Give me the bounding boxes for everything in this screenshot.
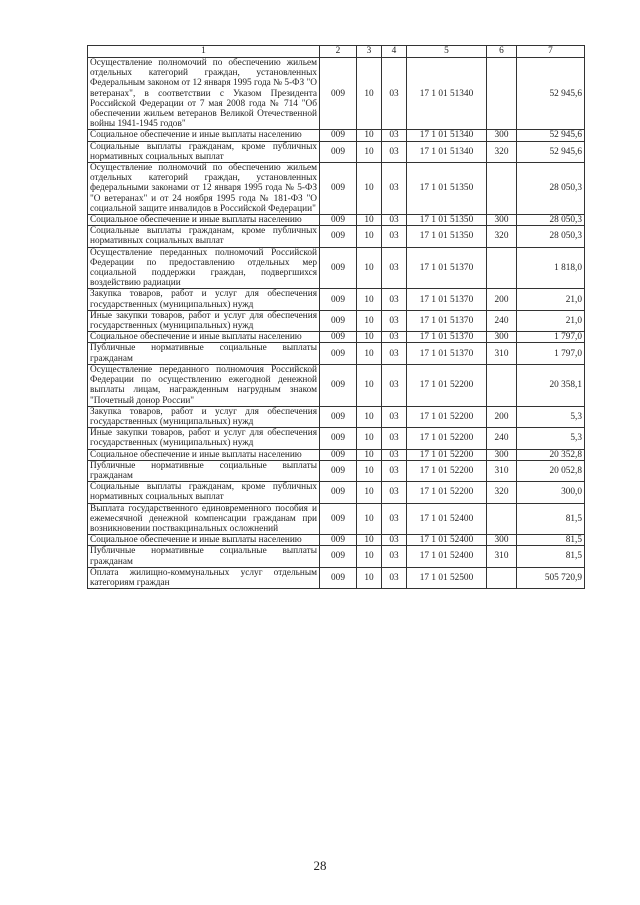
- table-row: [88, 449, 585, 460]
- table-row: [88, 130, 585, 141]
- table-row: [88, 364, 585, 406]
- table-row: [88, 289, 585, 310]
- amount-cell: 28 050,3: [517, 215, 585, 226]
- code-cell: 009: [320, 332, 357, 343]
- header-cell: 4: [382, 46, 407, 58]
- code-cell: 009: [320, 141, 357, 162]
- amount-cell: 5,3: [517, 406, 585, 427]
- target-article-cell: 17 1 01 52200: [407, 364, 487, 406]
- expense-type-cell: [487, 163, 517, 215]
- amount-cell: 81,5: [517, 503, 585, 535]
- subsection-cell: 03: [382, 343, 407, 364]
- table-row: [88, 546, 585, 567]
- row-name-cell: Социальное обеспечение и иные выплаты населению: [88, 215, 320, 226]
- subsection-cell: 03: [382, 141, 407, 162]
- code-cell: 009: [320, 546, 357, 567]
- row-name-cell: Осуществление полномочий по обеспечению жильем отдельных категорий граждан, установленных федеральными законами от 12 января 1995 года № 5-ФЗ "О ветеранах" и от 24 ноября 1995 года № 181-ФЗ "О социальной защите инвалидов в Российской Федерации": [88, 163, 320, 215]
- subsection-cell: 03: [382, 226, 407, 247]
- expense-type-cell: [487, 364, 517, 406]
- subsection-cell: 03: [382, 460, 407, 481]
- expense-type-cell: 240: [487, 428, 517, 449]
- row-name-cell: Осуществление переданного полномочия Российской Федерации по осуществлению ежегодной денежной выплаты лицам, награжденным нагрудным знаком "Почетный донор России": [88, 364, 320, 406]
- code-cell: 009: [320, 163, 357, 215]
- table-row: [88, 247, 585, 289]
- amount-cell: 5,3: [517, 428, 585, 449]
- expense-type-cell: 300: [487, 130, 517, 141]
- section-cell: 10: [357, 247, 382, 289]
- expense-type-cell: 310: [487, 546, 517, 567]
- row-name-cell: Социальное обеспечение и иные выплаты населению: [88, 449, 320, 460]
- section-cell: 10: [357, 289, 382, 310]
- amount-cell: 52 945,6: [517, 130, 585, 141]
- header-cell: 6: [487, 46, 517, 58]
- section-cell: 10: [357, 567, 382, 588]
- subsection-cell: 03: [382, 546, 407, 567]
- row-name-cell: Иные закупки товаров, работ и услуг для обеспечения государственных (муниципальных) нужд: [88, 310, 320, 331]
- amount-cell: 52 945,6: [517, 58, 585, 130]
- section-cell: 10: [357, 58, 382, 130]
- expense-type-cell: 300: [487, 215, 517, 226]
- section-cell: 10: [357, 163, 382, 215]
- expense-type-cell: 300: [487, 535, 517, 546]
- subsection-cell: 03: [382, 332, 407, 343]
- table-row: [88, 310, 585, 331]
- target-article-cell: 17 1 01 52400: [407, 546, 487, 567]
- row-name-cell: Публичные нормативные социальные выплаты гражданам: [88, 546, 320, 567]
- section-cell: 10: [357, 428, 382, 449]
- amount-cell: 505 720,9: [517, 567, 585, 588]
- section-cell: 10: [357, 482, 382, 503]
- subsection-cell: 03: [382, 428, 407, 449]
- table-row: [88, 141, 585, 162]
- target-article-cell: 17 1 01 51340: [407, 58, 487, 130]
- amount-cell: 52 945,6: [517, 141, 585, 162]
- expense-type-cell: 200: [487, 289, 517, 310]
- code-cell: 009: [320, 460, 357, 481]
- code-cell: 009: [320, 247, 357, 289]
- expense-type-cell: [487, 503, 517, 535]
- expense-type-cell: 300: [487, 332, 517, 343]
- row-name-cell: Социальные выплаты гражданам, кроме публичных нормативных социальных выплат: [88, 482, 320, 503]
- section-cell: 10: [357, 310, 382, 331]
- target-article-cell: 17 1 01 51340: [407, 130, 487, 141]
- subsection-cell: 03: [382, 289, 407, 310]
- expense-type-cell: 320: [487, 226, 517, 247]
- amount-cell: 81,5: [517, 546, 585, 567]
- target-article-cell: 17 1 01 52200: [407, 460, 487, 481]
- table-row: [88, 567, 585, 588]
- row-name-cell: Социальные выплаты гражданам, кроме публичных нормативных социальных выплат: [88, 226, 320, 247]
- target-article-cell: 17 1 01 52200: [407, 482, 487, 503]
- subsection-cell: 03: [382, 163, 407, 215]
- subsection-cell: 03: [382, 449, 407, 460]
- row-name-cell: Оплата жилищно-коммунальных услуг отдельным категориям граждан: [88, 567, 320, 588]
- expense-type-cell: 200: [487, 406, 517, 427]
- page-number: 28: [313, 858, 327, 873]
- expense-type-cell: 310: [487, 343, 517, 364]
- table-row: [88, 535, 585, 546]
- row-name-cell: Закупка товаров, работ и услуг для обеспечения государственных (муниципальных) нужд: [88, 406, 320, 427]
- code-cell: 009: [320, 482, 357, 503]
- amount-cell: 28 050,3: [517, 226, 585, 247]
- target-article-cell: 17 1 01 51370: [407, 343, 487, 364]
- amount-cell: 20 052,8: [517, 460, 585, 481]
- section-cell: 10: [357, 364, 382, 406]
- row-name-cell: Социальные выплаты гражданам, кроме публичных нормативных социальных выплат: [88, 141, 320, 162]
- target-article-cell: 17 1 01 52400: [407, 503, 487, 535]
- target-article-cell: 17 1 01 51350: [407, 163, 487, 215]
- table-row: [88, 215, 585, 226]
- section-cell: 10: [357, 503, 382, 535]
- code-cell: 009: [320, 406, 357, 427]
- row-name-cell: Иные закупки товаров, работ и услуг для обеспечения государственных (муниципальных) нужд: [88, 428, 320, 449]
- table-row: [88, 343, 585, 364]
- target-article-cell: 17 1 01 52400: [407, 535, 487, 546]
- target-article-cell: 17 1 01 51350: [407, 226, 487, 247]
- header-cell: 1: [88, 46, 320, 58]
- code-cell: 009: [320, 58, 357, 130]
- row-name-cell: Публичные нормативные социальные выплаты гражданам: [88, 460, 320, 481]
- row-name-cell: Осуществление полномочий по обеспечению жильем отдельных категорий граждан, установленных Федеральным законом от 12 января 1995 года № 5-ФЗ "О ветеранах", в соответствии с Указом Президента Российской Федерации от 7 мая 2008 года № 714 "Об обеспечении жильем ветеранов Великой Отечественной войны 1941-1945 годов": [88, 58, 320, 130]
- target-article-cell: 17 1 01 51370: [407, 310, 487, 331]
- target-article-cell: 17 1 01 51370: [407, 247, 487, 289]
- target-article-cell: 17 1 01 52200: [407, 449, 487, 460]
- subsection-cell: 03: [382, 310, 407, 331]
- amount-cell: 21,0: [517, 289, 585, 310]
- expense-type-cell: [487, 58, 517, 130]
- section-cell: 10: [357, 130, 382, 141]
- amount-cell: 20 358,1: [517, 364, 585, 406]
- amount-cell: 1 797,0: [517, 343, 585, 364]
- code-cell: 009: [320, 215, 357, 226]
- row-name-cell: Социальное обеспечение и иные выплаты населению: [88, 332, 320, 343]
- section-cell: 10: [357, 215, 382, 226]
- code-cell: 009: [320, 567, 357, 588]
- code-cell: 009: [320, 130, 357, 141]
- expense-type-cell: 310: [487, 460, 517, 481]
- amount-cell: 1 818,0: [517, 247, 585, 289]
- table-row: [88, 503, 585, 535]
- section-cell: 10: [357, 406, 382, 427]
- table-row: [88, 406, 585, 427]
- header-cell: 3: [357, 46, 382, 58]
- section-cell: 10: [357, 449, 382, 460]
- expense-type-cell: [487, 247, 517, 289]
- row-name-cell: Социальное обеспечение и иные выплаты населению: [88, 535, 320, 546]
- section-cell: 10: [357, 460, 382, 481]
- table-row: [88, 58, 585, 130]
- budget-table: [87, 45, 585, 589]
- row-name-cell: Выплата государственного единовременного пособия и ежемесячной денежной компенсации гражданам при возникновении поствакцинальных осложнений: [88, 503, 320, 535]
- subsection-cell: 03: [382, 567, 407, 588]
- subsection-cell: 03: [382, 406, 407, 427]
- expense-type-cell: 320: [487, 141, 517, 162]
- amount-cell: 28 050,3: [517, 163, 585, 215]
- header-cell: 7: [517, 46, 585, 58]
- subsection-cell: 03: [382, 503, 407, 535]
- amount-cell: 21,0: [517, 310, 585, 331]
- target-article-cell: 17 1 01 52500: [407, 567, 487, 588]
- subsection-cell: 03: [382, 482, 407, 503]
- section-cell: 10: [357, 332, 382, 343]
- header-cell: 5: [407, 46, 487, 58]
- subsection-cell: 03: [382, 535, 407, 546]
- expense-type-cell: 320: [487, 482, 517, 503]
- row-name-cell: Осуществление переданных полномочий Российской Федерации по предоставлению отдельных мер социальной поддержки граждан, подвергшихся воздействию радиации: [88, 247, 320, 289]
- header-row: [88, 46, 585, 58]
- row-name-cell: Закупка товаров, работ и услуг для обеспечения государственных (муниципальных) нужд: [88, 289, 320, 310]
- expense-type-cell: [487, 567, 517, 588]
- amount-cell: 300,0: [517, 482, 585, 503]
- table-row: [88, 460, 585, 481]
- code-cell: 009: [320, 310, 357, 331]
- header-cell: 2: [320, 46, 357, 58]
- code-cell: 009: [320, 449, 357, 460]
- amount-cell: 20 352,8: [517, 449, 585, 460]
- section-cell: 10: [357, 141, 382, 162]
- subsection-cell: 03: [382, 215, 407, 226]
- section-cell: 10: [357, 535, 382, 546]
- target-article-cell: 17 1 01 52200: [407, 428, 487, 449]
- code-cell: 009: [320, 428, 357, 449]
- row-name-cell: Социальное обеспечение и иные выплаты населению: [88, 130, 320, 141]
- code-cell: 009: [320, 226, 357, 247]
- target-article-cell: 17 1 01 52200: [407, 406, 487, 427]
- expense-type-cell: 240: [487, 310, 517, 331]
- table-row: [88, 226, 585, 247]
- target-article-cell: 17 1 01 51340: [407, 141, 487, 162]
- code-cell: 009: [320, 535, 357, 546]
- subsection-cell: 03: [382, 130, 407, 141]
- code-cell: 009: [320, 343, 357, 364]
- table-row: [88, 163, 585, 215]
- section-cell: 10: [357, 343, 382, 364]
- table-row: [88, 428, 585, 449]
- section-cell: 10: [357, 226, 382, 247]
- code-cell: 009: [320, 503, 357, 535]
- code-cell: 009: [320, 364, 357, 406]
- amount-cell: 1 797,0: [517, 332, 585, 343]
- table-row: [88, 482, 585, 503]
- target-article-cell: 17 1 01 51370: [407, 289, 487, 310]
- subsection-cell: 03: [382, 364, 407, 406]
- target-article-cell: 17 1 01 51370: [407, 332, 487, 343]
- subsection-cell: 03: [382, 247, 407, 289]
- expense-type-cell: 300: [487, 449, 517, 460]
- section-cell: 10: [357, 546, 382, 567]
- subsection-cell: 03: [382, 58, 407, 130]
- target-article-cell: 17 1 01 51350: [407, 215, 487, 226]
- amount-cell: 81,5: [517, 535, 585, 546]
- row-name-cell: Публичные нормативные социальные выплаты гражданам: [88, 343, 320, 364]
- code-cell: 009: [320, 289, 357, 310]
- table-row: [88, 332, 585, 343]
